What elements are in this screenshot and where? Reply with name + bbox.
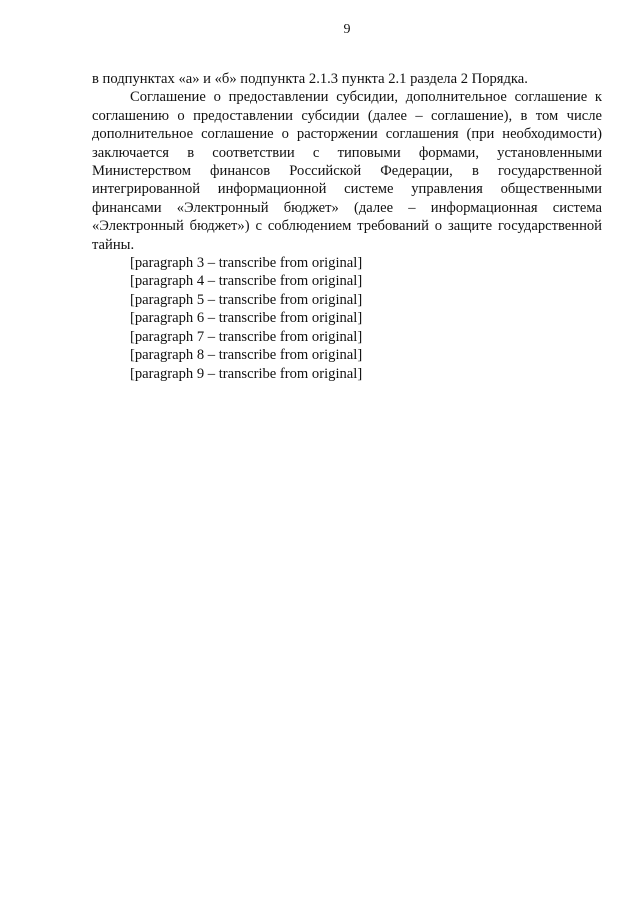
paragraph-agreement-form: Соглашение о предоставлении субсидии, дополнительное соглашение к соглашению о предоставлении субсидии (далее – соглашение), в том числе дополнительное соглашение о расторжении соглашения (при необходимости) заключается в соответствии с типовыми формами, установленными Министерством финансов Российской Федерации, в государственной интегрированной информационной системе управления общественными финансами «Электронный бюджет» (далее – информационная система «Электронный бюджет») с соблюдением требований о защите государственной тайны. bbox=[92, 89, 602, 253]
paragraph-continuation: в подпунктах «а» и «б» подпункта 2.1.3 пункта 2.1 раздела 2 Порядка. bbox=[92, 71, 528, 87]
paragraph-5: [paragraph 5 – transcribe from original] bbox=[130, 291, 363, 308]
paragraph-9: [paragraph 9 – transcribe from original] bbox=[130, 365, 363, 382]
paragraph-4: [paragraph 4 – transcribe from original] bbox=[130, 273, 363, 290]
document-body bbox=[92, 70, 602, 383]
page-number: 9 bbox=[343, 22, 351, 37]
paragraph-8: [paragraph 8 – transcribe from original] bbox=[130, 347, 363, 364]
paragraph-3: [paragraph 3 – transcribe from original] bbox=[130, 255, 363, 272]
paragraph-7: [paragraph 7 – transcribe from original] bbox=[130, 328, 363, 345]
paragraph-6: [paragraph 6 – transcribe from original] bbox=[130, 310, 363, 327]
